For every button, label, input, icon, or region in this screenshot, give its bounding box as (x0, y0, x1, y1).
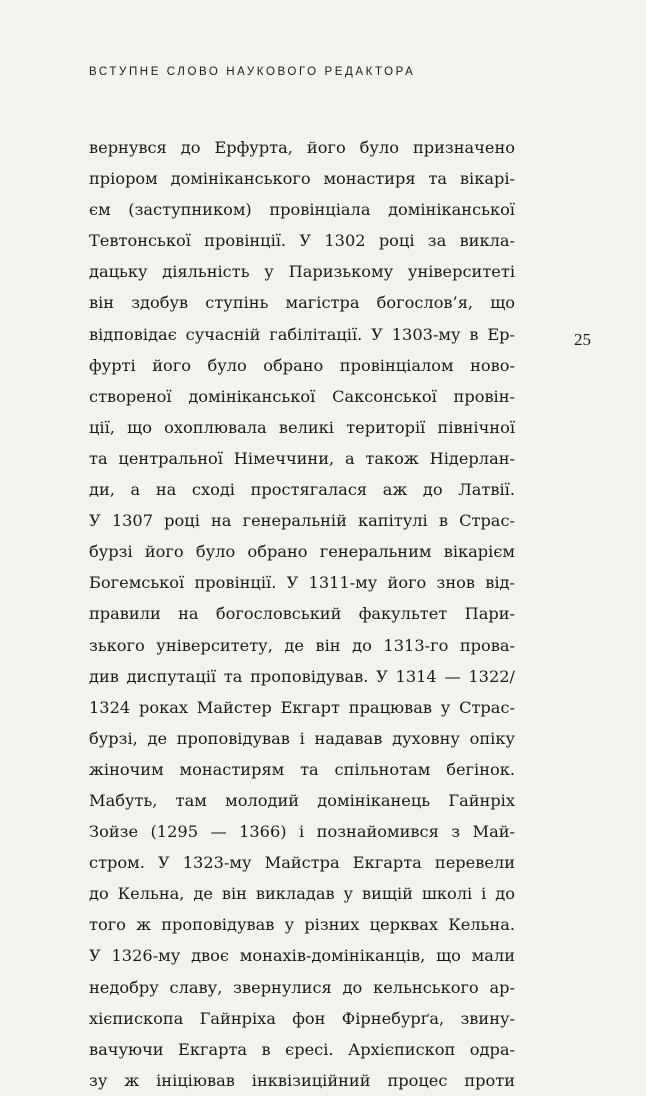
text-line: бурзі, де проповідував і надавав духовну опіку (89, 728, 515, 748)
text-line: відповідає сучасній габілітації. У 1303-му в Ер- (89, 324, 515, 344)
text-line: Зойзе (1295 — 1366) і познайомився з Май- (89, 822, 515, 842)
text-line: стром. У 1323-му Майстра Екгарта перевели (89, 853, 515, 873)
running-header: ВСТУПНЕ СЛОВО НАУКОВОГО РЕДАКТОРА (89, 66, 416, 78)
text-line: У 1307 році на генеральній капітулі в Страс- (89, 511, 515, 531)
page-number: 25 (574, 330, 591, 349)
text-line: зького університету, де він до 1313-го прова- (89, 635, 515, 655)
text-line: ції, що охоплювала великі території північної (89, 417, 515, 437)
text-line: вернувся до Ерфурта, його було призначено (89, 138, 515, 157)
text-line: бурзі його було обрано генеральним вікарієм (89, 542, 515, 562)
text-line: зу ж ініціював інквізиційний процес проти (89, 1070, 515, 1090)
text-line: того ж проповідував у різних церквах Кельна. (89, 915, 515, 935)
text-line: Богемської провінції. У 1311-му його знов від- (89, 573, 515, 593)
text-line: хієпископа Гайнріха фон Фірнебурґа, звину- (89, 1008, 515, 1028)
text-line: Тевтонської провінції. У 1302 році за викла- (89, 231, 515, 251)
text-line: правили на богословський факультет Пари- (89, 604, 515, 624)
text-line: він здобув ступінь магістра богослов’я, що (89, 293, 515, 313)
text-line: недобру славу, звернулися до кельнського ар- (89, 977, 515, 997)
text-line: до Кельна, де він викладав у вищій школі і до (89, 884, 515, 904)
text-line: вачуючи Екгарта в єресі. Архієпископ одра- (89, 1039, 515, 1059)
text-line: фурті його було обрано провінціалом ново- (89, 355, 515, 375)
text-line: та центральної Німеччини, а також Нідерлан- (89, 448, 515, 468)
text-line: жіночим монастирям та спільнотам бегінок. (89, 759, 515, 779)
text-line: див диспутації та проповідував. У 1314 — 1322/ (89, 666, 515, 686)
text-line: єм (заступником) провінціала домініканської (89, 200, 515, 220)
text-line: Мабуть, там молодий домініканець Гайнріх (89, 790, 515, 810)
text-line: ди, а на сході простягалася аж до Латвії. (89, 480, 515, 500)
text-line: створеної домініканської Саксонської провін- (89, 386, 515, 406)
text-line: пріором домініканського монастиря та вікарі- (89, 169, 515, 189)
text-line: дацьку діяльність у Паризькому університеті (89, 262, 515, 282)
text-line: У 1326-му двоє монахів-домініканців, що мали (89, 946, 515, 966)
text-line: 1324 роках Майстер Екгарт працював у Страс- (89, 697, 515, 717)
body-text (89, 132, 515, 1096)
